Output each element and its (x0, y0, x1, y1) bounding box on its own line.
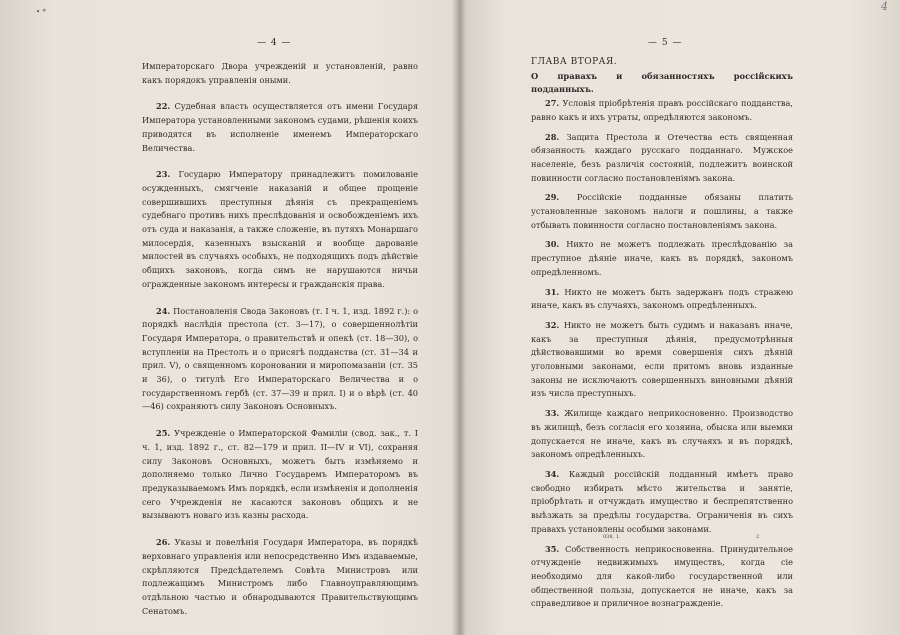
article-number: 25. (156, 428, 171, 439)
chapter-subtitle: О правахъ и обязанностяхъ россійскихъ подданныхъ. (531, 70, 793, 95)
article-number: 30. (545, 239, 560, 250)
article-number: 35. (545, 543, 560, 554)
paragraph-text: Императорскаго Двора учрежденій и установленій, равно какъ порядокъ управленія оными. (142, 61, 418, 85)
article-number: 27. (545, 98, 560, 109)
article-text: Государю Императору принадлежитъ помилованіе осужденныхъ, смягченіе наказаній и общее прощеніе совершившихъ преступныя дѣянія съ прекращеніемъ судебнаго противъ нихъ преслѣдованія и освобожденіемъ ихъ отъ суда и наказанія, а также сложеніе, въ путяхъ Монаршаго милосердія, казенныхъ взысканій и вообще дарованіе милостей въ случаяхъ особыхъ, не подходящихъ подъ дѣйствіе общихъ законовъ, когда симъ не нарушаются ничьи огражденные закономъ интересы и гражданскія права. (142, 169, 418, 289)
article-34 (531, 468, 793, 537)
corner-mark-right: 4 (881, 0, 888, 13)
article-number: 28. (545, 131, 560, 142)
article-22 (142, 100, 418, 155)
article-32 (531, 319, 793, 401)
article-number: 31. (545, 286, 560, 297)
article-number: 34. (545, 468, 560, 479)
article-text: Защита Престола и Отечества есть священная обязанность каждаго русскаго подданнаго. Мужское населеніе, безъ различія состояній, подлежитъ воинской повинности согласно постановленіямъ закона. (531, 131, 794, 183)
article-text: Условія пріобрѣтенія правъ россійскаго подданства, равно какъ и ихъ утраты, опредѣляются закономъ. (531, 98, 793, 122)
article-28 (531, 131, 793, 186)
paragraph-continuation (142, 60, 418, 87)
article-text: Собственность неприкосновенна. Принудительное отчужденіе недвижимыхъ имуществъ, когда сіе необходимо для какой-либо государственной или общественной пользы, допускается не иначе, какъ за справедливое и приличное вознагражденіе. (531, 543, 793, 609)
corner-mark-left: • * (36, 8, 46, 16)
article-number: 22. (156, 101, 171, 112)
left-page-number: — 4 — (257, 38, 292, 48)
article-30 (531, 238, 793, 279)
article-text: Никто не можетъ быть судимъ и наказанъ иначе, какъ за преступныя дѣянія, предусмотрѣнныя дѣйствовавшими во время совершенія сихъ дѣяній уголовными законами, если притомъ вновь изданные законы не исключаютъ совершенныхъ виновными дѣяній изъ числа преступныхъ. (531, 319, 793, 399)
article-number: 29. (545, 192, 560, 203)
article-27 (531, 97, 793, 124)
article-text: Никто не можетъ быть задержанъ подъ стражею иначе, какъ въ случаяхъ, закономъ опредѣленныхъ. (531, 286, 793, 311)
article-number: 32. (545, 319, 560, 330)
article-26 (142, 536, 418, 618)
printer-mark: 038, 1. (603, 534, 621, 540)
article-text: Никто не можетъ подлежать преслѣдованію за преступное дѣяніе иначе, какъ въ порядкѣ, закономъ опредѣленномъ. (531, 239, 793, 277)
article-text: Постановленія Свода Законовъ (т. I ч. 1, изд. 1892 г.): о порядкѣ наслѣдія престола (ст. 3—17), о совершеннолѣтіи Государя Императора, о правительствѣ и опекѣ (ст. 18—30), о вступленіи на Престолъ и о присягѣ подданства (ст. 31—34 и прил. V), о священномъ короновании и миропомазаніи (ст. 35 и 36), о титулѣ Его Императорскаго Величества и о государственномъ гербѣ (ст. 37—39 и прил. I) и о вѣрѣ (ст. 40—46) сохраняютъ силу Законовъ Основныхъ. (142, 305, 418, 412)
signature-mark: 2 (756, 534, 760, 540)
article-23 (142, 168, 418, 291)
left-text-column (142, 60, 418, 618)
article-text: Учрежденіе о Императорской Фамиліи (свод. зак., т. I ч. 1, изд. 1892 г., ст. 82—179 и прил. II—IV и VI), сохраняя силу Законовъ Основныхъ, можетъ быть измѣняемо и дополняемо только Лично Государемъ Императоромъ въ предуказываемомъ Имъ порядкѣ, если измѣненія и дополненія сего Учрежденія не касаются законовъ общихъ и не вызываютъ новаго изъ казны расхода. (142, 428, 418, 521)
article-35 (531, 543, 793, 612)
right-page-number: — 5 — (648, 38, 683, 48)
right-text-column (531, 44, 793, 611)
chapter-heading: ГЛАВА ВТОРАЯ. (531, 57, 618, 67)
article-text: Судебная власть осуществляется отъ имени Государя Императора установленными закономъ судами, рѣшенія коихъ приводятся въ исполненіе именемъ Императорскаго Величества. (142, 101, 418, 153)
article-31 (531, 286, 793, 313)
article-24 (142, 305, 418, 415)
article-25 (142, 427, 418, 523)
article-text: Жилище каждаго неприкосновенно. Производство въ жилищѣ, безъ согласія его хозяина, обыска или выемки допускается не иначе, какъ въ случаяхъ и въ порядкѣ, закономъ опредѣленныхъ. (531, 408, 793, 460)
article-29 (531, 191, 793, 232)
right-page (462, 0, 900, 635)
article-text: Каждый россійскій подданный имѣетъ право свободно избирать мѣсто жительства и занятіе, пріобрѣтать и отчуждать имущество и беспрепятственно выѣзжать за предѣлы государства. Ограниченія въ сихъ правахъ установлены особыми законами. (531, 468, 793, 534)
article-text: Указы и повелѣнія Государя Императора, въ порядкѣ верховнаго управленія или непосредственно Имъ издаваемые, скрѣпляются Предсѣдателемъ Совѣта Министровъ или подлежащимъ Министромъ либо Главноуправляющимъ отдѣльною частью и обнародываются Правительствующимъ Сенатомъ. (142, 537, 418, 616)
article-number: 33. (545, 408, 560, 419)
article-number: 26. (156, 537, 171, 548)
article-number: 23. (156, 169, 171, 180)
article-number: 24. (156, 305, 171, 316)
article-text: Россійскіе подданные обязаны платить установленные закономъ налоги и пошлины, а также отбывать повинности согласно постановленіямъ закона. (531, 192, 793, 230)
article-33 (531, 407, 793, 462)
